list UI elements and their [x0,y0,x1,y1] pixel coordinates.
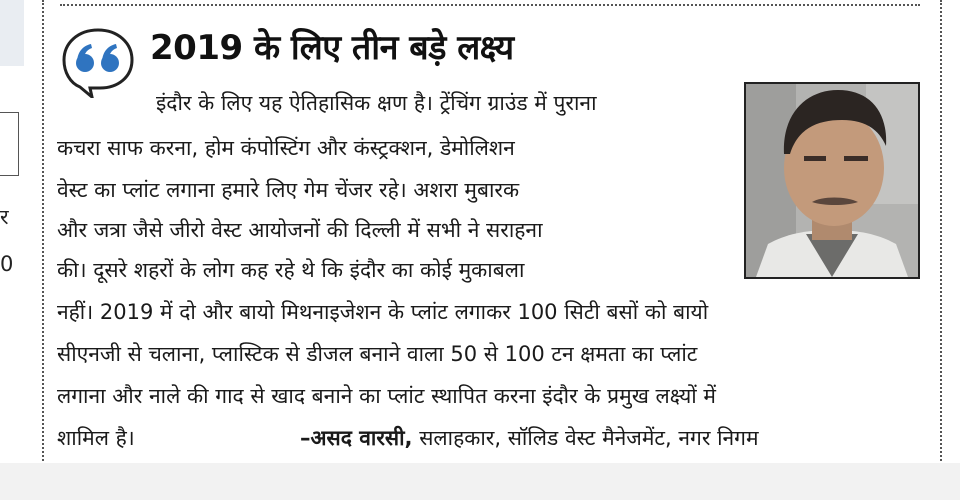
portrait-photo [744,82,920,279]
adjacent-column-char: र [0,205,9,229]
bottom-band [0,463,960,500]
article-body-line: सीएनजी से चलाना, प्लास्टिक से डीजल बनाने वाला 50 से 100 टन क्षमता का प्लांट [57,342,698,366]
article-byline [300,423,759,453]
article-body-line: नहीं। 2019 में दो और बायो मिथनाइजेशन के प्लांट लगाकर 100 सिटी बसों को बायो [57,300,709,324]
adjacent-column-box [0,112,19,176]
article-body-line: और जत्रा जैसे जीरो वेस्ट आयोजनों की दिल्ली में सभी ने सराहना [57,218,543,242]
article-body-line: वेस्ट का प्लांट लगाना हमारे लिए गेम चेंजर रहे। अशरा मुबारक [57,178,520,202]
article-body-line: शामिल है। [57,426,135,450]
article-body-line: लगाना और नाले की गाद से खाद बनाने का प्लांट स्थापित करना इंदौर के प्रमुख लक्ष्यों में [57,384,716,408]
adjacent-column-shade [0,0,24,66]
article-body-line: कचरा साफ करना, होम कंपोस्टिंग और कंस्ट्रक्शन, डेमोलिशन [57,136,515,160]
byline-role: सलाहकार, सॉलिड वेस्ट मैनेजमेंट, नगर निगम [412,426,759,450]
top-divider [60,4,920,6]
article-headline: 2019 के लिए तीन बड़े लक्ष्य [150,28,514,68]
byline-author: –असद वारसी, [300,426,413,450]
quote-bubble-icon [60,26,136,98]
article-body-line: की। दूसरे शहरों के लोग कह रहे थे कि इंदौर का कोई मुकाबला [57,258,525,282]
adjacent-column-char: 0 [0,252,14,276]
article-body-line: इंदौर के लिए यह ऐतिहासिक क्षण है। ट्रेंचिंग ग्राउंड में पुराना [156,91,597,115]
right-column-divider [940,0,942,500]
left-column-divider [42,0,44,500]
